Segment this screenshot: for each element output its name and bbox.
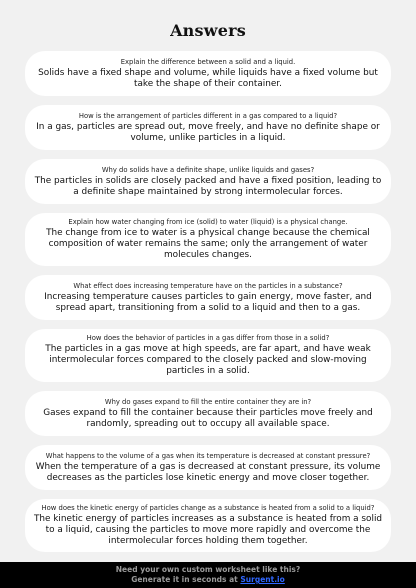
answer-text: When the temperature of a gas is decreased at constant pressure, its volume decreases as the particles lose kinetic energy and move closer together.	[35, 461, 381, 483]
page-title: Answers	[170, 21, 246, 40]
answer-text: The particles in a gas move at high speeds, are far apart, and have weak intermolecular forces compared to the closely packed and slow-moving particles in a solid.	[45, 344, 371, 376]
question-text: How is the arrangement of particles different in a gas compared to a liquid?	[78, 111, 338, 120]
answer-card	[25, 499, 391, 552]
answer-card	[25, 329, 391, 382]
answer-text: Solids have a fixed shape and volume, while liquids have a fixed volume but take the shape of their container.	[38, 67, 378, 89]
answer-text: Increasing temperature causes particles to gain energy, move faster, and spread apart, transitioning from a solid to a liquid and then to a gas.	[44, 291, 372, 313]
question-text: Explain the difference between a solid and a liquid.	[120, 57, 296, 66]
answer-card	[25, 445, 391, 490]
answer-text: Gases expand to fill the container because their particles move freely and randomly, spreading out to occupy all available space.	[43, 407, 373, 429]
question-text: What effect does increasing temperature have on the particles in a substance?	[73, 281, 343, 290]
question-text: How does the kinetic energy of particles change as a substance is heated from a solid to a liquid?	[41, 504, 375, 512]
answer-card	[25, 275, 391, 320]
answer-card	[25, 213, 391, 266]
question-text: Why do solids have a definite shape, unlike liquids and gases?	[101, 165, 315, 174]
answer-text: The kinetic energy of particles increases as a substance is heated from a solid to a liquid, causing the particles to move more rapidly and overcome the intermolecular forces holding them together.	[33, 514, 383, 546]
promo-footer	[0, 562, 416, 588]
footer-cta	[0, 575, 416, 585]
question-text: How does the behavior of particles in a gas differ from those in a solid?	[86, 334, 330, 342]
answer-card	[25, 51, 391, 96]
question-text: Why do gases expand to fill the entire container they are in?	[104, 397, 312, 406]
answer-card	[25, 391, 391, 436]
question-text: Explain how water changing from ice (solid) to water (liquid) is a physical change.	[68, 218, 348, 226]
footer-cta-text: Generate it in seconds at	[131, 575, 241, 584]
question-text: What happens to the volume of a gas when its temperature is decreased at constant pressure?	[45, 451, 371, 460]
answer-text: The particles in solids are closely packed and have a fixed position, leading to a definite shape maintained by strong intermolecular forces.	[34, 175, 382, 197]
answer-list	[25, 51, 391, 561]
answer-card	[25, 159, 391, 204]
answer-card	[25, 105, 391, 150]
surgent-link[interactable]: Surgent.io	[240, 575, 285, 584]
answer-text: In a gas, particles are spread out, move freely, and have no definite shape or volume, unlike particles in a liquid.	[36, 121, 380, 143]
answer-text: The change from ice to water is a physical change because the chemical composition of water remains the same; only the arrangement of water molecules changes.	[46, 228, 370, 260]
footer-headline: Need your own custom worksheet like this?	[115, 565, 301, 574]
